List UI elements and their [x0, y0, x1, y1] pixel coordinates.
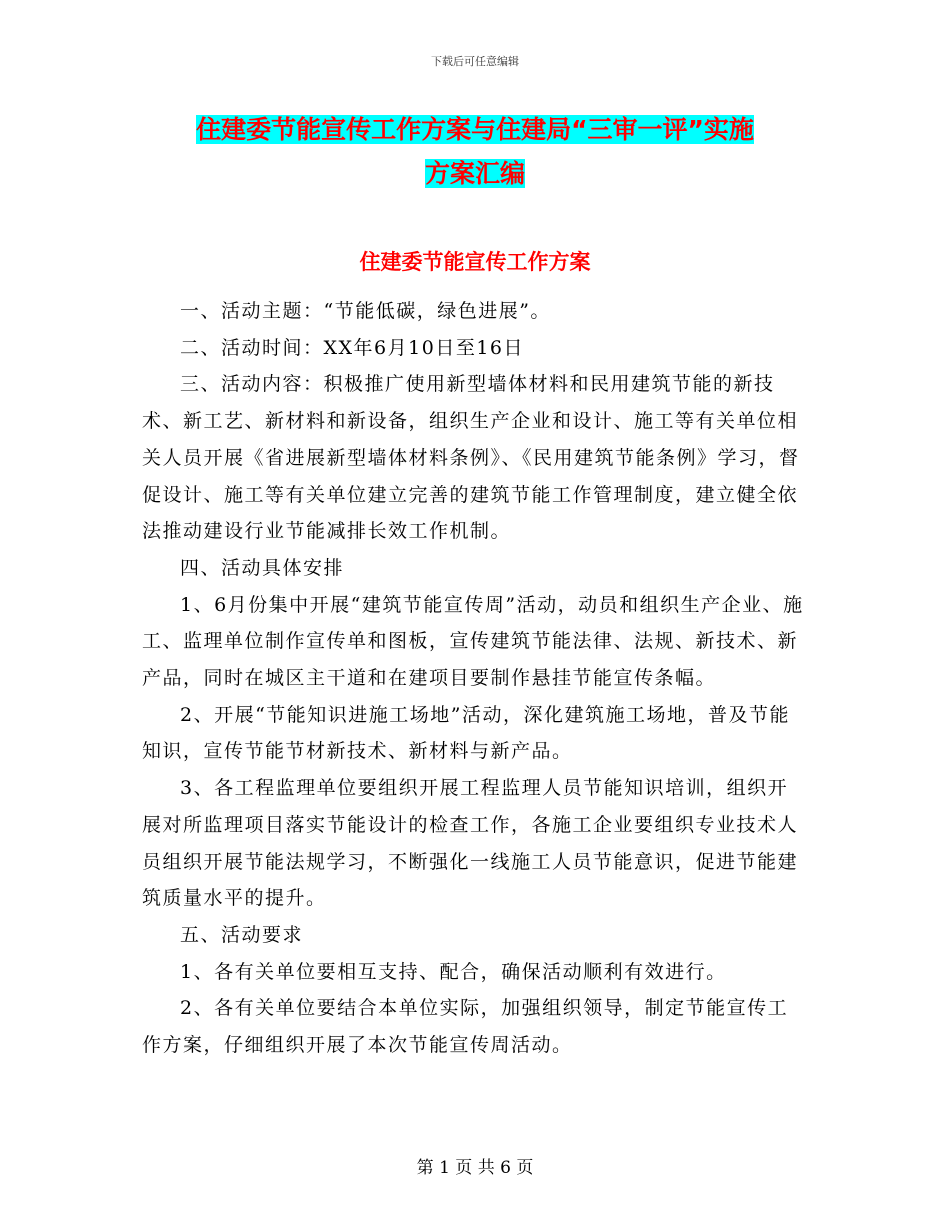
paragraph: 2、各有关单位要结合本单位实际，加强组织领导，制定节能宣传工作方案，仔细组织开展了本次节能宣传周活动。	[142, 997, 789, 1057]
section-title: 住建委节能宣传工作方案	[359, 250, 591, 274]
paragraph: 1、6月份集中开展“建筑节能宣传周”活动，动员和组织生产企业、施工、监理单位制作宣传单和图板，宣传建筑节能法律、法规、新技术、新产品，同时在城区主干道和在建项目要制作悬挂节能宣传条幅。	[142, 593, 804, 690]
document-title	[142, 108, 808, 196]
paragraph: 三、活动内容：积极推广使用新型墙体材料和民用建筑节能的新技术、新工艺、新材料和新设备，组织生产企业和设计、施工等有关单位相关人员开展《省进展新型墙体材料条例》、《民用建筑节能条例》学习，督促设计、施工等有关单位建立完善的建筑节能工作管理制度，建立健全依法推动建设行业节能减排长效工作机制。	[142, 373, 800, 543]
title-line-2: 方案汇编	[424, 159, 525, 188]
paragraph: 二、活动时间：XX年6月10日至16日	[180, 336, 524, 359]
paragraph: 3、各工程监理单位要组织开展工程监理人员节能知识培训，组织开展对所监理项目落实节能设计的检查工作，各施工企业要组织专业技术人员组织开展节能法规学习，不断强化一线施工人员节能意识，促进节能建筑质量水平的提升。	[142, 777, 799, 910]
page-footer: 第 1 页 共 6 页	[416, 1158, 534, 1178]
paragraph: 五、活动要求	[180, 923, 304, 946]
document-body	[142, 293, 808, 1064]
title-line-1: 住建委节能宣传工作方案与住建局“三审一评”实施	[196, 115, 754, 144]
paragraph: 2、开展“节能知识进施工场地”活动，深化建筑施工场地，普及节能知识，宣传节能节材新技术、新材料与新产品。	[142, 703, 791, 763]
paragraph: 1、各有关单位要相互支持、配合，确保活动顺利有效进行。	[180, 960, 727, 983]
paragraph: 四、活动具体安排	[180, 556, 345, 579]
header-note: 下载后可任意编辑	[431, 55, 519, 68]
paragraph: 一、活动主题：“节能低碳，绿色进展”。	[180, 300, 551, 322]
